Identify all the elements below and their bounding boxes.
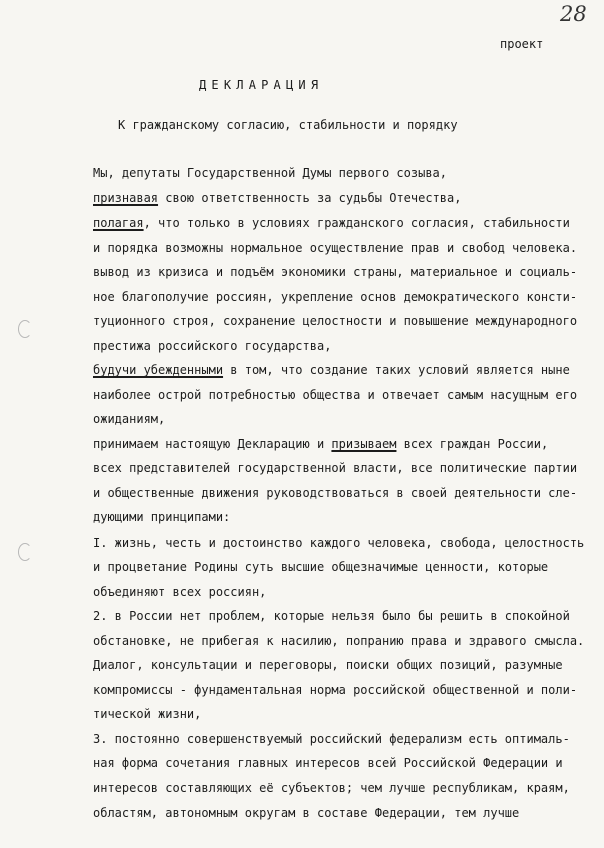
text-line <box>93 510 230 524</box>
text-segment: ожиданиям, <box>93 412 166 426</box>
text-segment: компромиссы - фундаментальная норма российской общественной и поли- <box>93 683 578 697</box>
text-line <box>93 585 266 599</box>
text-line <box>93 756 563 770</box>
text-segment: , что только в условиях гражданского согласия, стабильности <box>143 216 570 230</box>
text-line <box>93 265 577 279</box>
text-line <box>93 339 331 353</box>
punch-hole-mark <box>18 320 32 338</box>
text-segment: в том, что создание таких условий является ныне <box>223 363 570 377</box>
text-segment: областям, автономным округам в составе Федерации, тем лучше <box>93 806 520 820</box>
punch-hole-mark <box>18 543 32 561</box>
text-segment: туционного строя, сохранение целостности и повышение международного <box>93 314 578 328</box>
text-line <box>93 314 577 328</box>
text-line <box>93 609 570 623</box>
text-segment: 3. постоянно совершенствуемый российский федерализм есть оптималь- <box>93 732 570 746</box>
document-title: ДЕКЛАРАЦИЯ <box>199 78 324 92</box>
text-line <box>93 560 548 574</box>
text-segment: I. жизнь, честь и достоинство каждого человека, свобода, целостность <box>93 536 585 550</box>
text-segment: и процветание Родины суть высшие общезначимые ценности, которые <box>93 560 549 574</box>
document-subtitle: К гражданскому согласию, стабильности и порядку <box>118 118 458 132</box>
draft-label: проект <box>500 37 544 51</box>
text-line <box>93 216 570 230</box>
text-segment: свою ответственность за судьбы Отечества, <box>158 191 462 205</box>
text-segment: всех граждан России, <box>396 437 549 451</box>
text-line <box>93 658 563 672</box>
text-segment: и общественные движения руководствоваться в своей деятельности сле- <box>93 486 578 500</box>
text-line <box>93 707 201 721</box>
text-line <box>93 437 548 451</box>
text-segment: всех представителей государственной власти, все политические партии <box>93 461 578 475</box>
text-line <box>93 412 165 426</box>
text-segment: объединяют всех россиян, <box>93 585 267 599</box>
text-segment: престижа российского государства, <box>93 339 332 353</box>
text-line <box>93 781 570 795</box>
text-segment: дующими принципами: <box>93 510 231 524</box>
text-segment: обстановке, не прибегая к насилию, попранию права и здравого смысла. <box>93 634 585 648</box>
text-line <box>93 486 577 500</box>
text-segment: интересов составляющих её субъектов; чем лучше республикам, краям, <box>93 781 570 795</box>
underlined-word: будучи убежденными <box>93 363 224 377</box>
text-line <box>93 166 447 180</box>
text-line <box>93 388 577 402</box>
text-line <box>93 536 584 550</box>
text-line <box>93 634 584 648</box>
page-number: 28 <box>560 2 587 26</box>
text-segment: Диалог, консультации и переговоры, поиски общих позиций, разумные <box>93 658 563 672</box>
text-segment: ное благополучие россиян, укрепление основ демократического консти- <box>93 290 578 304</box>
text-segment: и порядка возможны нормальное осуществление прав и свобод человека. <box>93 241 578 255</box>
text-line <box>93 806 519 820</box>
text-segment: принимаем настоящую Декларацию и <box>93 437 332 451</box>
text-line <box>93 461 577 475</box>
underlined-word: полагая <box>93 216 144 230</box>
text-line <box>93 290 577 304</box>
text-segment: ная форма сочетания главных интересов всей Российской Федерации и <box>93 756 563 770</box>
text-line <box>93 363 570 377</box>
text-segment: вывод из кризиса и подъём экономики страны, материальное и социаль- <box>93 265 578 279</box>
text-segment: 2. в России нет проблем, которые нельзя было бы решить в спокойной <box>93 609 570 623</box>
text-line <box>93 732 570 746</box>
text-line <box>93 241 577 255</box>
underlined-word: призываем <box>331 437 397 451</box>
text-segment: Мы, депутаты Государственной Думы первого созыва, <box>93 166 448 180</box>
text-segment: наиболее острой потребностью общества и отвечает самым насущным его <box>93 388 578 402</box>
text-line <box>93 683 577 697</box>
underlined-word: признавая <box>93 191 159 205</box>
text-line <box>93 191 461 205</box>
text-segment: тической жизни, <box>93 707 202 721</box>
